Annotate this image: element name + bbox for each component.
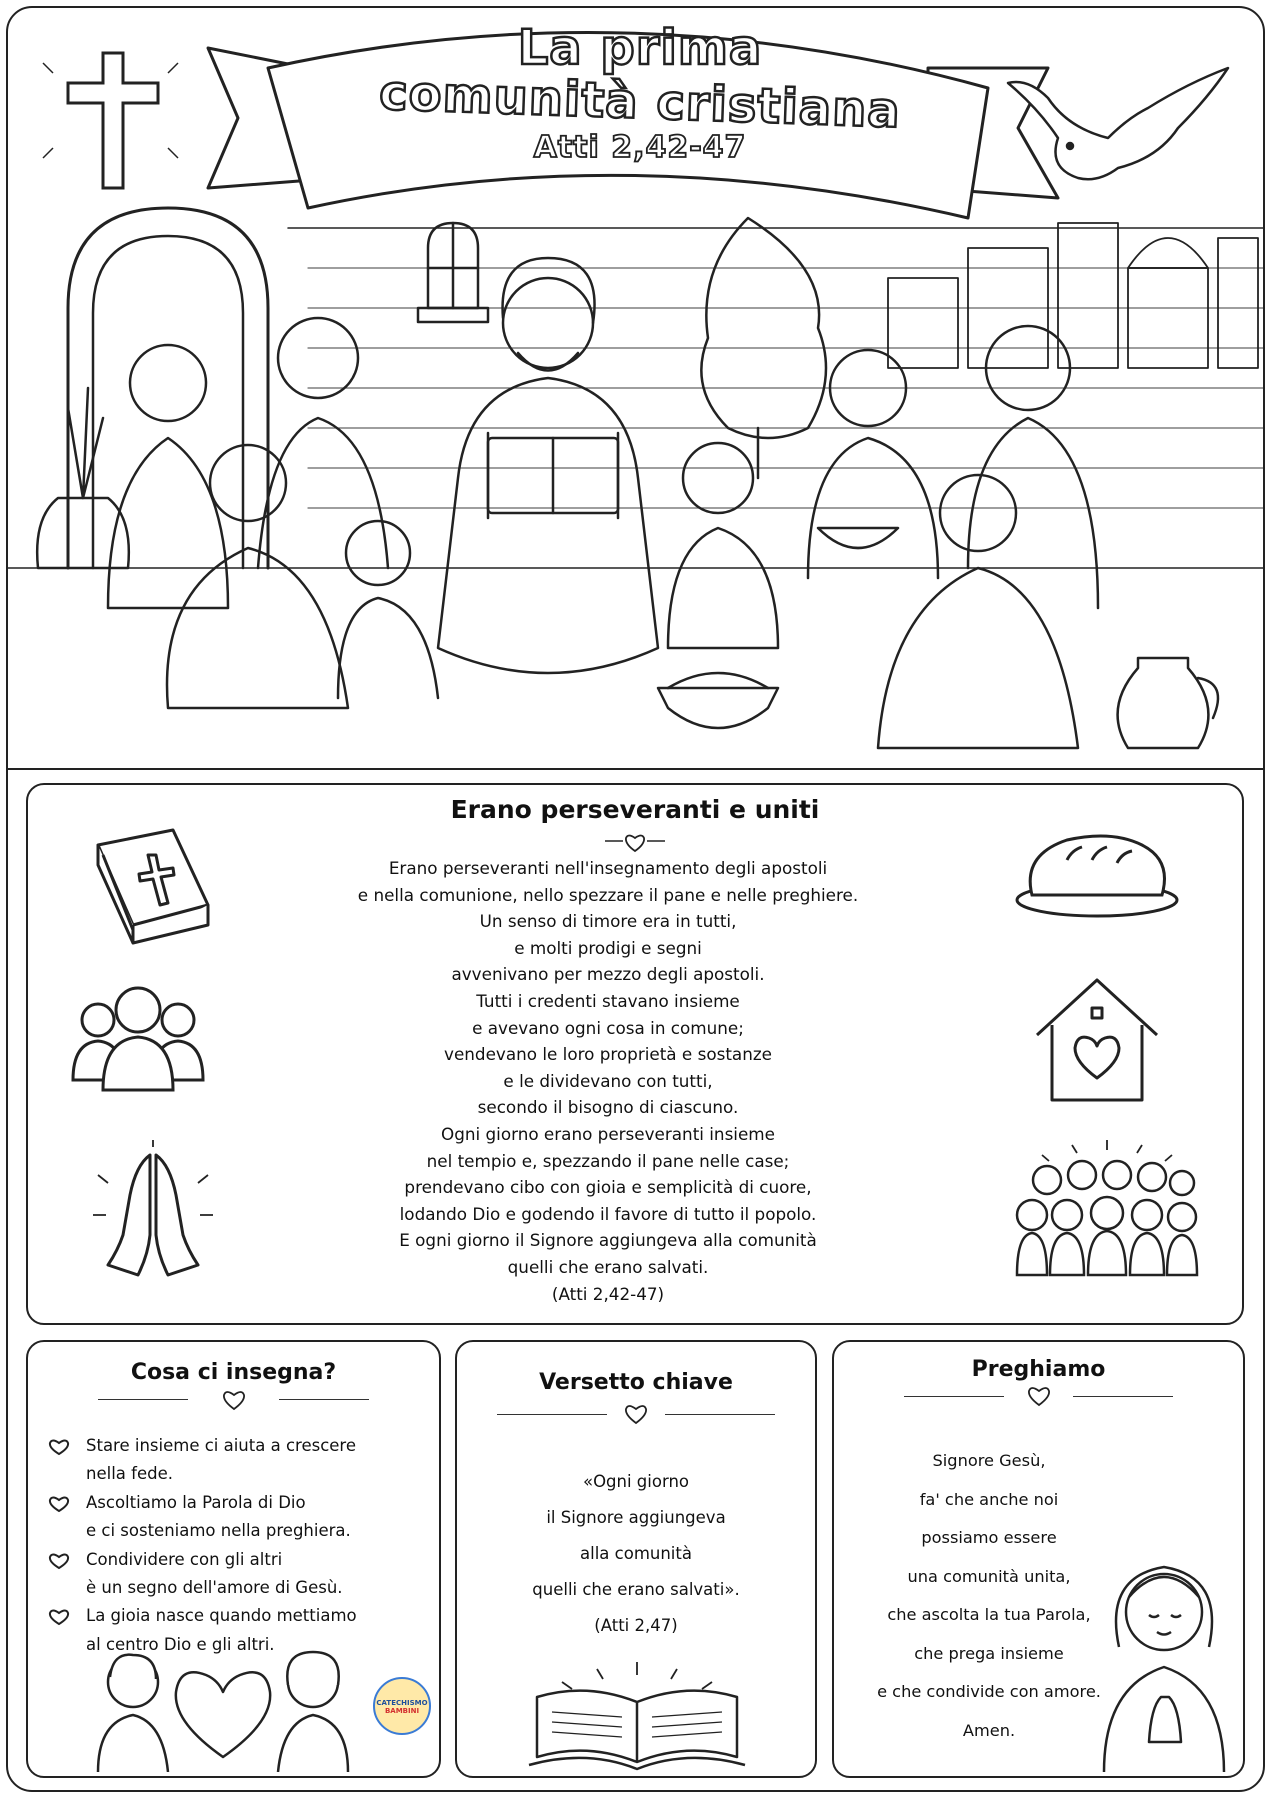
bread-icon [1012,815,1182,925]
passage-line: lodando Dio e godendo il favore di tutto il popolo. [399,1203,817,1224]
heart-bullet-icon [48,1552,70,1570]
passage-line: prendevano cibo con gioia e semplicità di cuore, [404,1177,812,1198]
passage-line: secondo il bisogno di ciascuno. [477,1097,739,1118]
passage-line: e nella comunione, nello spezzare il pane e nelle preghiere. [357,884,859,905]
heart-divider-icon [605,831,665,853]
passage-line: quelli che erano salvati. [507,1256,709,1277]
lesson-item: La gioia nasce quando mettiamo al centro Dio e gli altri. [48,1602,468,1659]
main-passage-panel [26,783,1244,1325]
group-icon [68,985,208,1095]
praying-girl-icon [1089,1537,1239,1772]
page-title-line1: La prima [517,20,763,76]
children-heart-icon [88,1637,358,1772]
heart-bullet-icon [48,1438,70,1456]
prayer-text: Signore Gesù, fa' che anche noi possiamo essere una comunità unita, che ascolta la tua Parola, che prega insieme e che condivide con amore. Amen. [834,1442,1144,1750]
passage-line: vendevano le loro proprietà e sostanze [444,1044,772,1065]
crowd-icon [1012,1135,1202,1285]
passage-line: Erano perseveranti nell'insegnamento degli apostoli [388,858,828,878]
title-banner [300,22,980,166]
passage-line: avvenivano per mezzo degli apostoli. [451,964,765,985]
lesson-item: Stare insieme ci aiuta a crescere nella fede. [48,1432,468,1489]
lesson-item: Condividere con gli altri è un segno dell'amore di Gesù. [48,1546,468,1603]
lesson-panel-title: Cosa ci insegna? [130,1360,337,1385]
praying-hands-icon [78,1135,228,1285]
section-divider [8,768,1265,770]
heart-bullet-icon [48,1608,70,1626]
passage-line: e avevano ogni cosa in comune; [472,1017,744,1038]
passage-text [278,855,938,1307]
passage-line: nel tempio e, spezzando il pane nelle case; [426,1150,790,1171]
page-title-line2: comunità cristiana [378,64,902,140]
passage-line: Tutti i credenti stavano insieme [476,990,740,1011]
lesson-item: Ascoltiamo la Parola di Dio e ci sosteniamo nella preghiera. [48,1489,468,1546]
key-verse-panel [455,1340,817,1778]
key-verse-text: «Ogni giorno il Signore aggiungeva alla comunità quelli che erano salvati». (Atti 2,47) [457,1464,815,1644]
passage-line: e molti prodigi e segni [514,937,702,958]
house-heart-icon [1027,970,1167,1110]
prayer-panel-title: Preghiamo [971,1357,1106,1382]
title-reference: Atti 2,42-47 [533,130,747,165]
passage-line: e le dividevano con tutti, [503,1070,713,1091]
cross-icon [43,53,178,188]
open-bible-icon [517,1657,757,1772]
bible-icon [78,825,228,955]
lesson-list [48,1432,468,1659]
heart-bullet-icon [48,1495,70,1513]
lesson-panel [26,1340,441,1778]
passage-reference: (Atti 2,42-47) [551,1283,665,1304]
heart-divider-icon [219,1388,249,1412]
passage-line: Un senso di timore era in tutti, [479,911,737,932]
heart-divider-icon [621,1402,651,1426]
prayer-panel [832,1340,1245,1778]
verse-reference: (Atti 2,47) [594,1616,678,1635]
passage-line: E ogni giorno il Signore aggiungeva alla comunità [399,1230,817,1251]
verse-panel-title: Versetto chiave [539,1370,733,1395]
heart-divider-icon [1024,1384,1054,1408]
catechismo-logo: CATECHISMO BAMBINI [373,1677,431,1735]
passage-line: Ogni giorno erano perseveranti insieme [441,1123,775,1144]
main-panel-title: Erano perseveranti e uniti [450,795,820,824]
prayer-amen: Amen. [962,1720,1016,1740]
